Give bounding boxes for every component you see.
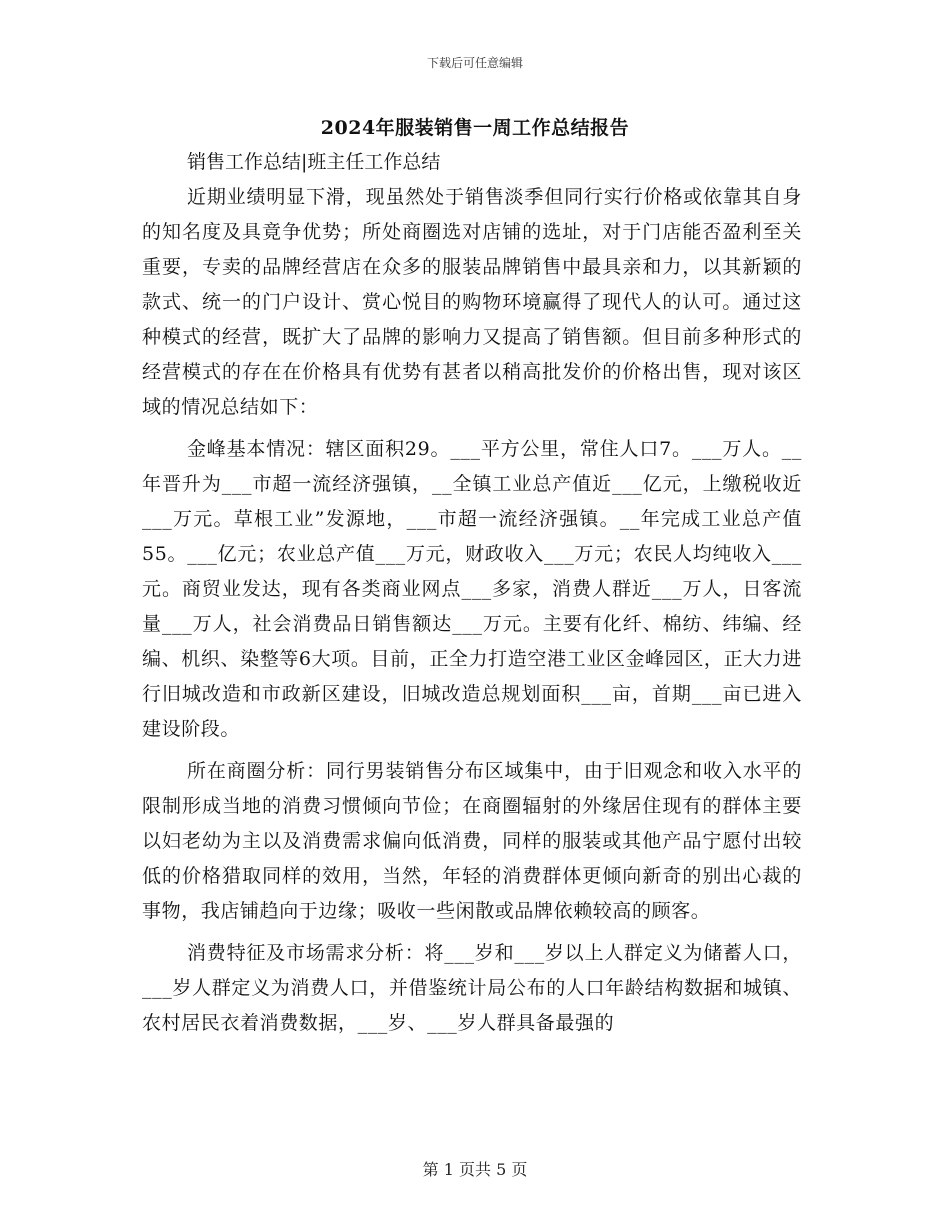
header-note: 下载后可任意编辑	[426, 56, 523, 70]
paragraph-trade-area-analysis: 所在商圈分析：同行男装销售分布区域集中，由于旧观念和收入水平的限制形成当地的消费习惯倾向节俭；在商圈辐射的外缘居住现有的群体主要以妇老幼为主以及消费需求偏向低消费，同样的服装或其他产品宁愿付出较低的价格猎取同样的效用，当然，年轻的消费群体更倾向新奇的别出心裁的事物，我店铺趋向于边缘；吸收一些闲散或品牌依赖较高的顾客。	[142, 760, 802, 922]
paragraph-jinfeng-basics: 金峰基本情况：辖区面积29。___平方公里，常住人口7。___万人。__年晋升为___市超一流经济强镇，__全镇工业总产值近___亿元，上缴税收近___万元。草根工业”发源地，___市超一流经济强镇。__年完成工业总产值55。___亿元；农业总产值___万元，财政收入___万元；农民人均纯收入___元。商贸业发达，现有各类商业网点___多家，消费人群近___万人，日客流量___万人，社会消费品日销售额达___万元。主要有化纤、棉纺、纬编、经编、机织、染整等6大项。目前，正全力打造空港工业区金峰园区，正大力进行旧城改造和市政新区建设，旧城改造总规划面积___亩，首期___亩已进入建设阶段。	[142, 438, 802, 740]
paragraph-intro: 近期业绩明显下滑，现虽然处于销售淡季但同行实行价格或依靠其自身的知名度及具竟争优势；所处商圈选对店铺的选址，对于门店能否盈利至关重要，专卖的品牌经营店在众多的服装品牌销售中最具亲和力，以其新颖的款式、统一的门户设计、赏心悦目的购物环境赢得了现代人的认可。通过这种模式的经营，既扩大了品牌的影响力又提高了销售额。但目前多种形式的经营模式的存在在价格具有优势有甚者以稍高批发价的价格出售，现对该区域的情况总结如下：	[142, 186, 802, 418]
document-subtitle: 销售工作总结|班主任工作总结	[187, 151, 441, 173]
document-body	[142, 145, 802, 1041]
document-title: 2024年服装销售一周工作总结报告	[320, 117, 630, 139]
paragraph-consumer-analysis: 消费特征及市场需求分析：将___岁和___岁以上人群定义为储蓄人口，___岁人群定义为消费人口，并借鉴统计局公布的人口年龄结构数据和城镇、农村居民衣着消费数据，___岁、___岁人群具备最强的	[142, 942, 802, 1034]
page-footer: 第 1 页共 5 页	[422, 1160, 528, 1179]
